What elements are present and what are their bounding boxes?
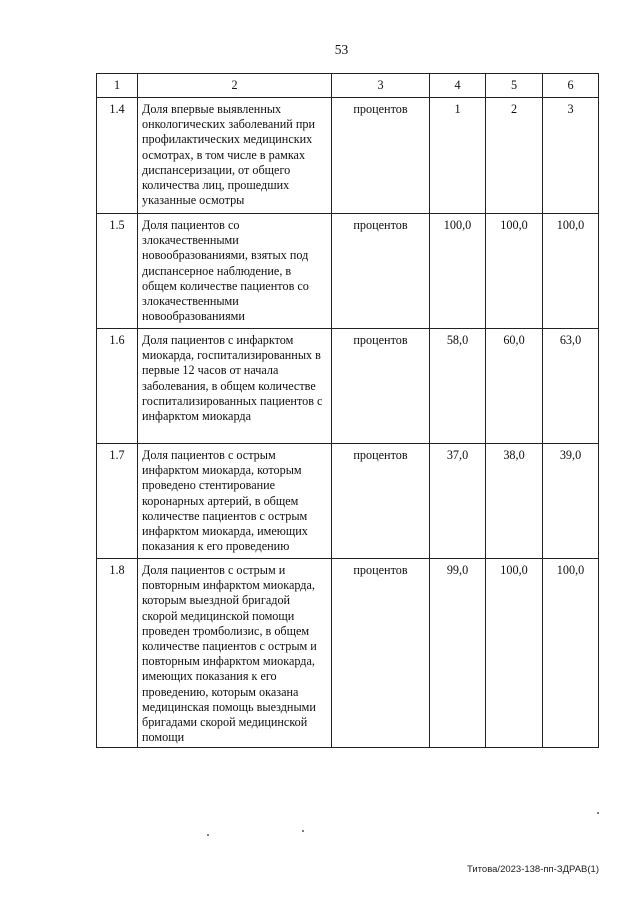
row-description: Доля пациентов с острым и повторным инфарктом миокарда, которым выездной бригадой скорой медицинской помощи проведен тромболизис, в общем количестве пациентов с острым и повторным инфарктом миокарда, имеющих показания к его проведению, которым оказана медицинская помощь выездными бригадами скорой медицинской помощи <box>138 559 332 748</box>
row-number: 1.6 <box>97 329 138 444</box>
table-row <box>97 559 599 748</box>
row-value-col6: 3 <box>543 98 599 214</box>
table-row <box>97 98 599 214</box>
row-value-col5: 2 <box>486 98 543 214</box>
indicators-table <box>96 73 599 748</box>
row-value-col5: 100,0 <box>486 214 543 329</box>
header-cell: 6 <box>543 74 599 98</box>
table-row <box>97 214 599 329</box>
header-cell: 4 <box>430 74 486 98</box>
row-value-col6: 100,0 <box>543 214 599 329</box>
row-number: 1.8 <box>97 559 138 748</box>
row-number: 1.7 <box>97 444 138 559</box>
row-value-col4: 1 <box>430 98 486 214</box>
header-cell: 3 <box>332 74 430 98</box>
row-value-col6: 100,0 <box>543 559 599 748</box>
row-value-col4: 99,0 <box>430 559 486 748</box>
row-number: 1.4 <box>97 98 138 214</box>
row-unit: процентов <box>332 329 430 444</box>
row-value-col4: 58,0 <box>430 329 486 444</box>
row-description: Доля пациентов с острым инфарктом миокарда, которым проведено стентирование коронарных артерий, в общем количестве пациентов с острым инфарктом миокарда, имеющих показания к его проведению <box>138 444 332 559</box>
page-number: 53 <box>334 42 349 57</box>
header-cell: 1 <box>97 74 138 98</box>
row-unit: процентов <box>332 98 430 214</box>
row-description: Доля пациентов с инфарктом миокарда, госпитализированных в первые 12 часов от начала заболевания, в общем количестве госпитализированных пациентов с инфарктом миокарда <box>138 329 332 444</box>
header-cell: 2 <box>138 74 332 98</box>
row-unit: процентов <box>332 214 430 329</box>
scan-speck <box>302 830 304 832</box>
row-unit: процентов <box>332 559 430 748</box>
table-row <box>97 444 599 559</box>
row-value-col5: 38,0 <box>486 444 543 559</box>
document-code: Титова/2023-138-пп-ЗДРАВ(1) <box>466 864 599 875</box>
row-description: Доля впервые выявленных онкологических заболеваний при профилактических медицинских осмотрах, в том числе в рамках диспансеризации, от общего количества лиц, прошедших указанные осмотры <box>138 98 332 214</box>
row-unit: процентов <box>332 444 430 559</box>
scan-speck <box>597 812 599 814</box>
row-value-col6: 39,0 <box>543 444 599 559</box>
table-row <box>97 329 599 444</box>
scan-speck <box>207 834 209 836</box>
row-value-col6: 63,0 <box>543 329 599 444</box>
row-value-col5: 100,0 <box>486 559 543 748</box>
row-description: Доля пациентов со злокачественными новообразованиями, взятых под диспансерное наблюдение, в общем количестве пациентов со злокачественными новообразованиями <box>138 214 332 329</box>
row-value-col4: 37,0 <box>430 444 486 559</box>
header-cell: 5 <box>486 74 543 98</box>
row-value-col4: 100,0 <box>430 214 486 329</box>
table-header-row <box>97 74 599 98</box>
row-number: 1.5 <box>97 214 138 329</box>
row-value-col5: 60,0 <box>486 329 543 444</box>
